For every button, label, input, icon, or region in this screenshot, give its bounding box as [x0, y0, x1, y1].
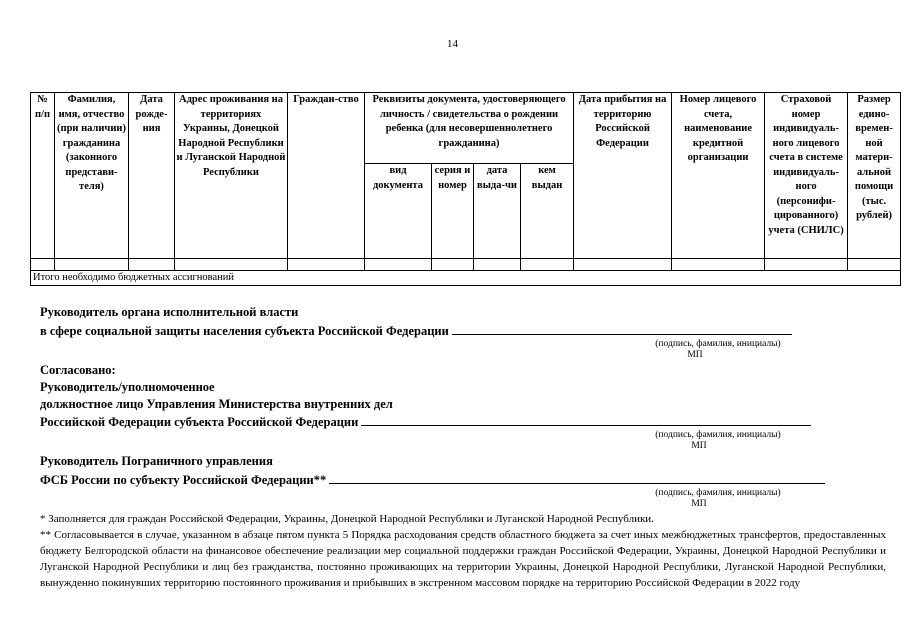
sub-header-issuer: кем выдан	[521, 164, 574, 259]
col-header-aid-amount: Размер едино-времен-ной матери-альной помощи (тыс. рублей)	[848, 93, 901, 259]
stamp-label-3: МП	[691, 499, 707, 509]
signature-line-2	[361, 412, 811, 426]
sub-header-document-type: вид документа	[365, 164, 432, 259]
signature-line-3	[329, 470, 825, 484]
signature-line-1	[452, 321, 792, 335]
footnote-2: ** Согласовывается в случае, указанном в абзаце пятом пункта 5 Порядка расходования средств областного бюджета за счет иных межбюджетных трансфертов, предоставленных бюджету Белгородской области на финансовое обеспечение реализации мер социальной поддержки граждан Российской Федерации, Украины, Донецкой Народной Республики и Луганской Народной Республики и лиц без гражданства, постоянно проживающих на территории Украины, Донецкой Народной Республики, Луганской Народной Республики, вынужденно покинувших территорию постоянного проживания и прибывших в экстренном массовом порядке на территорию Российской Федерации в 2022 году	[40, 529, 886, 589]
signature-caption-2: (подпись, фамилия, инициалы)	[655, 430, 781, 440]
total-row: Итого необходимо бюджетных ассигнований	[31, 271, 901, 286]
col-header-birth-date: Дата рожде-ния	[129, 93, 175, 259]
sub-header-series-number: серия и номер	[432, 164, 474, 259]
head-border-line1: Руководитель Пограничного управления	[40, 454, 273, 468]
head-mvd-line2: должностное лицо Управления Министерства внутренних дел	[40, 397, 393, 411]
table-row	[31, 259, 901, 271]
col-header-number: № п/п	[31, 93, 55, 259]
head-mvd-line1: Руководитель/уполномоченное	[40, 380, 215, 394]
page-number: 14	[447, 38, 458, 50]
col-header-arrival-date: Дата прибытия на территорию Российской Федерации	[574, 93, 672, 259]
footnotes	[40, 511, 886, 591]
col-header-identity-document: Реквизиты документа, удостоверяющего личность / свидетельства о рождении ребенка (для несовершеннолетнего гражданина)	[365, 93, 574, 164]
col-header-address: Адрес проживания на территориях Украины, Донецкой Народной Республики и Луганской Народной Республики	[175, 93, 288, 259]
signature-caption-1: (подпись, фамилия, инициалы)	[655, 339, 781, 349]
applicants-table	[30, 92, 901, 286]
sub-header-issue-date: дата выда-чи	[474, 164, 521, 259]
agreed-label: Согласовано:	[40, 363, 116, 377]
stamp-label-2: МП	[691, 441, 707, 451]
head-social-protection-line1: Руководитель органа исполнительной власти	[40, 305, 299, 319]
col-header-bank-account: Номер лицевого счета, наименование кредитной организации	[672, 93, 765, 259]
stamp-label-1: МП	[687, 350, 703, 360]
col-header-citizenship: Граждан-ство	[288, 93, 365, 259]
head-border-line2: ФСБ России по субъекту Российской Федерации**	[40, 473, 327, 487]
head-mvd-line3: Российской Федерации субъекта Российской Федерации	[40, 415, 359, 429]
head-social-protection-line2: в сфере социальной защиты населения субъекта Российской Федерации	[40, 324, 449, 338]
footnote-1: * Заполняется для граждан Российской Федерации, Украины, Донецкой Народной Республики и Луганской Народной Республики.	[40, 513, 654, 525]
col-header-snils: Страховой номер индивидуаль-ного лицевого счета в системе индивидуаль-ного (персонифи-цированного) учета (СНИЛС)	[765, 93, 848, 259]
col-header-name: Фамилия, имя, отчество (при наличии) гражданина (законного представи-теля)	[55, 93, 129, 259]
signature-caption-3: (подпись, фамилия, инициалы)	[655, 488, 781, 498]
